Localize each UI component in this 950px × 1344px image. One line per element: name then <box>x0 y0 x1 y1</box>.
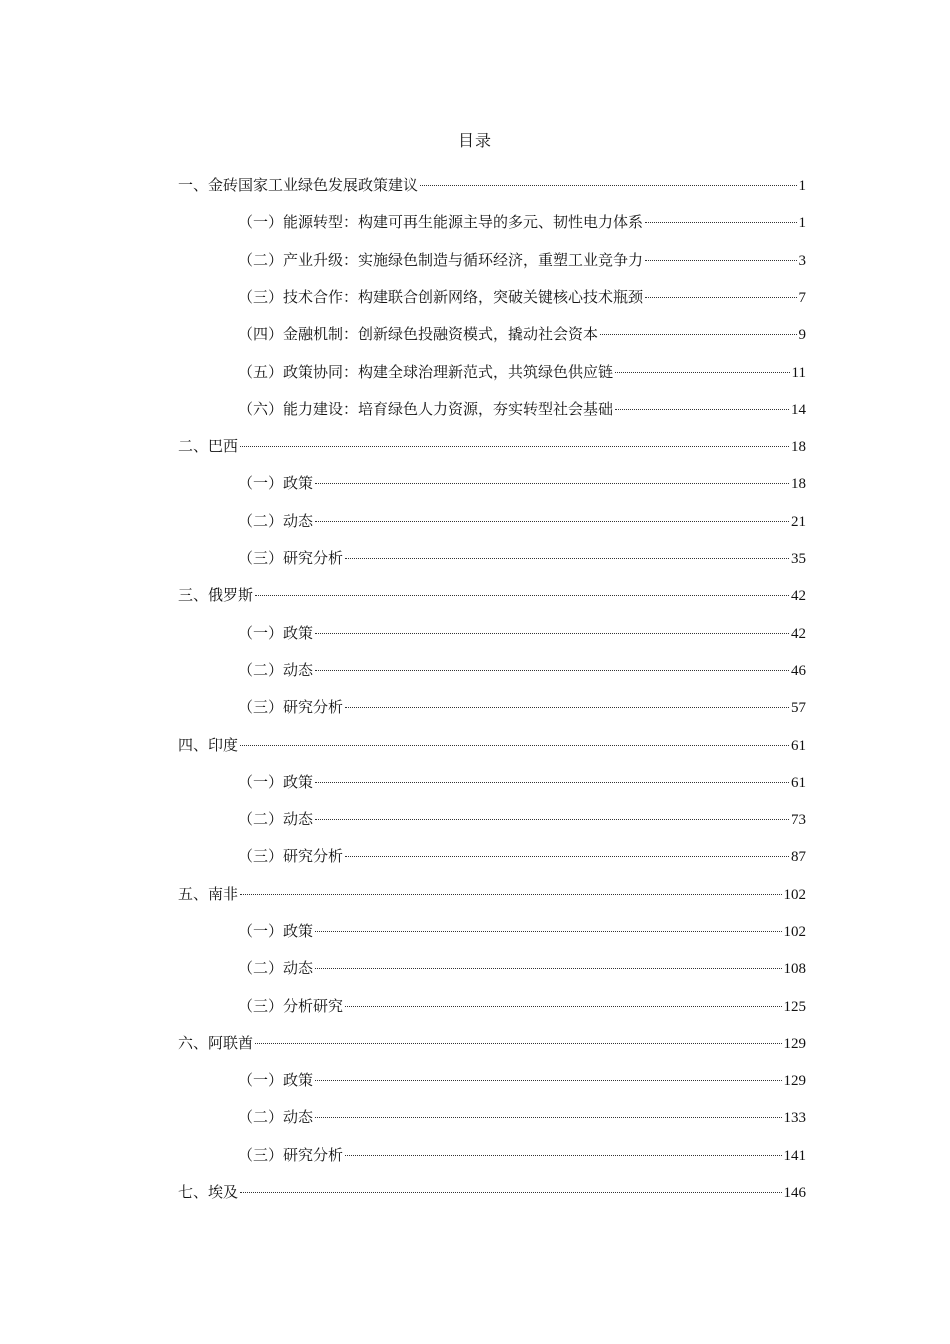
toc-entry-title: （三）研究分析 <box>238 698 344 716</box>
dot-leader <box>255 1043 781 1044</box>
dot-leader <box>315 521 789 522</box>
toc-section-entry[interactable] <box>238 695 806 719</box>
toc-page-number: 1 <box>798 215 806 231</box>
toc-entry-title: （二）动态 <box>238 810 314 828</box>
dot-leader <box>315 968 781 969</box>
dot-leader <box>240 1192 781 1193</box>
toc-page-number: 133 <box>783 1110 806 1126</box>
toc-page-number: 102 <box>783 924 806 940</box>
toc-page-number: 14 <box>791 402 806 418</box>
dot-leader <box>600 334 796 335</box>
toc-page-number: 141 <box>783 1148 806 1164</box>
toc-entry-title: （一）政策 <box>238 624 314 642</box>
dot-leader <box>315 782 789 783</box>
dot-leader <box>315 670 789 671</box>
toc-section-entry[interactable] <box>238 770 806 794</box>
toc-page-number: 57 <box>791 700 806 716</box>
dot-leader <box>315 1080 781 1081</box>
toc-chapter-entry[interactable] <box>178 733 806 757</box>
toc-entry-title: （五）政策协同：构建全球治理新范式，共筑绿色供应链 <box>238 363 614 381</box>
toc-page-number: 21 <box>791 514 806 530</box>
toc-page-number: 35 <box>791 551 806 567</box>
toc-entry-title: （二）产业升级：实施绿色制造与循环经济，重塑工业竞争力 <box>238 251 644 269</box>
toc-section-entry[interactable] <box>238 919 806 943</box>
toc-section-entry[interactable] <box>238 807 806 831</box>
dot-leader <box>645 297 796 298</box>
dot-leader <box>645 260 796 261</box>
toc-page-number: 129 <box>783 1036 806 1052</box>
toc-chapter-entry[interactable] <box>178 1180 806 1204</box>
toc-entry-title: （四）金融机制：创新绿色投融资模式，撬动社会资本 <box>238 325 599 343</box>
toc-section-entry[interactable] <box>238 285 806 309</box>
toc-section-entry[interactable] <box>238 397 806 421</box>
dot-leader <box>345 558 789 559</box>
toc-page-number: 7 <box>798 290 806 306</box>
toc-entry-title: 四、印度 <box>178 736 239 754</box>
toc-entry-title: 五、南非 <box>178 885 239 903</box>
toc-entry-title: （二）动态 <box>238 661 314 679</box>
toc-section-entry[interactable] <box>238 1068 806 1092</box>
toc-chapter-entry[interactable] <box>178 882 806 906</box>
toc-entry-title: （二）动态 <box>238 512 314 530</box>
dot-leader <box>345 1155 781 1156</box>
toc-page-number: 18 <box>791 476 806 492</box>
toc-page-number: 129 <box>783 1073 806 1089</box>
toc-entry-title: 七、埃及 <box>178 1183 239 1201</box>
toc-page-number: 87 <box>791 849 806 865</box>
toc-entry-title: （三）研究分析 <box>238 847 344 865</box>
toc-entry-title: （三）分析研究 <box>238 997 344 1015</box>
toc-page-number: 125 <box>783 999 806 1015</box>
toc-section-entry[interactable] <box>238 360 806 384</box>
toc-page-number: 11 <box>791 365 806 381</box>
dot-leader <box>315 1117 781 1118</box>
dot-leader <box>345 707 789 708</box>
toc-page-number: 108 <box>783 961 806 977</box>
toc-entry-title: （三）技术合作：构建联合创新网络，突破关键核心技术瓶颈 <box>238 288 644 306</box>
dot-leader <box>345 1006 781 1007</box>
toc-entry-title: 三、俄罗斯 <box>178 586 254 604</box>
toc-entry-title: （六）能力建设：培育绿色人力资源，夯实转型社会基础 <box>238 400 614 418</box>
toc-entry-title: （一）能源转型：构建可再生能源主导的多元、韧性电力体系 <box>238 213 644 231</box>
toc-page-number: 46 <box>791 663 806 679</box>
toc-chapter-entry[interactable] <box>178 173 806 197</box>
toc-section-entry[interactable] <box>238 1143 806 1167</box>
toc-page-number: 9 <box>798 327 806 343</box>
toc-page-number: 102 <box>783 887 806 903</box>
toc-page-number: 61 <box>791 738 806 754</box>
toc-section-entry[interactable] <box>238 248 806 272</box>
toc-page-number: 146 <box>783 1185 806 1201</box>
toc-section-entry[interactable] <box>238 1105 806 1129</box>
toc-entry-title: （一）政策 <box>238 922 314 940</box>
toc-entry-title: 六、阿联酋 <box>178 1034 254 1052</box>
toc-page-number: 73 <box>791 812 806 828</box>
toc-entry-title: （一）政策 <box>238 474 314 492</box>
toc-page-number: 42 <box>791 588 806 604</box>
toc-section-entry[interactable] <box>238 844 806 868</box>
dot-leader <box>315 819 789 820</box>
dot-leader <box>420 185 796 186</box>
toc-page-number: 18 <box>791 439 806 455</box>
dot-leader <box>255 595 789 596</box>
toc-section-entry[interactable] <box>238 658 806 682</box>
toc-entry-title: （一）政策 <box>238 1071 314 1089</box>
toc-entry-title: （二）动态 <box>238 1108 314 1126</box>
toc-entry-title: 二、巴西 <box>178 437 239 455</box>
toc-page-number: 1 <box>798 178 806 194</box>
toc-section-entry[interactable] <box>238 471 806 495</box>
dot-leader <box>240 745 789 746</box>
toc-section-entry[interactable] <box>238 322 806 346</box>
toc-entry-title: （三）研究分析 <box>238 549 344 567</box>
dot-leader <box>615 409 789 410</box>
toc-page-number: 61 <box>791 775 806 791</box>
dot-leader <box>315 483 789 484</box>
toc-page-number: 42 <box>791 626 806 642</box>
dot-leader <box>240 446 789 447</box>
dot-leader <box>645 222 796 223</box>
dot-leader <box>345 856 789 857</box>
dot-leader <box>615 372 790 373</box>
toc-title: 目录 <box>457 131 492 150</box>
toc-section-entry[interactable] <box>238 956 806 980</box>
toc-entry-title: 一、金砖国家工业绿色发展政策建议 <box>178 176 419 194</box>
dot-leader <box>315 633 789 634</box>
dot-leader <box>240 894 781 895</box>
toc-section-entry[interactable] <box>238 509 806 533</box>
toc-page-number: 3 <box>798 253 806 269</box>
dot-leader <box>315 931 781 932</box>
toc-section-entry[interactable] <box>238 546 806 570</box>
toc-chapter-entry[interactable] <box>178 583 806 607</box>
toc-section-entry[interactable] <box>238 621 806 645</box>
toc-section-entry[interactable] <box>238 210 806 234</box>
toc-entry-title: （三）研究分析 <box>238 1146 344 1164</box>
toc-entry-title: （二）动态 <box>238 959 314 977</box>
toc-entry-title: （一）政策 <box>238 773 314 791</box>
toc-chapter-entry[interactable] <box>178 434 806 458</box>
toc-chapter-entry[interactable] <box>178 1031 806 1055</box>
toc-section-entry[interactable] <box>238 994 806 1018</box>
